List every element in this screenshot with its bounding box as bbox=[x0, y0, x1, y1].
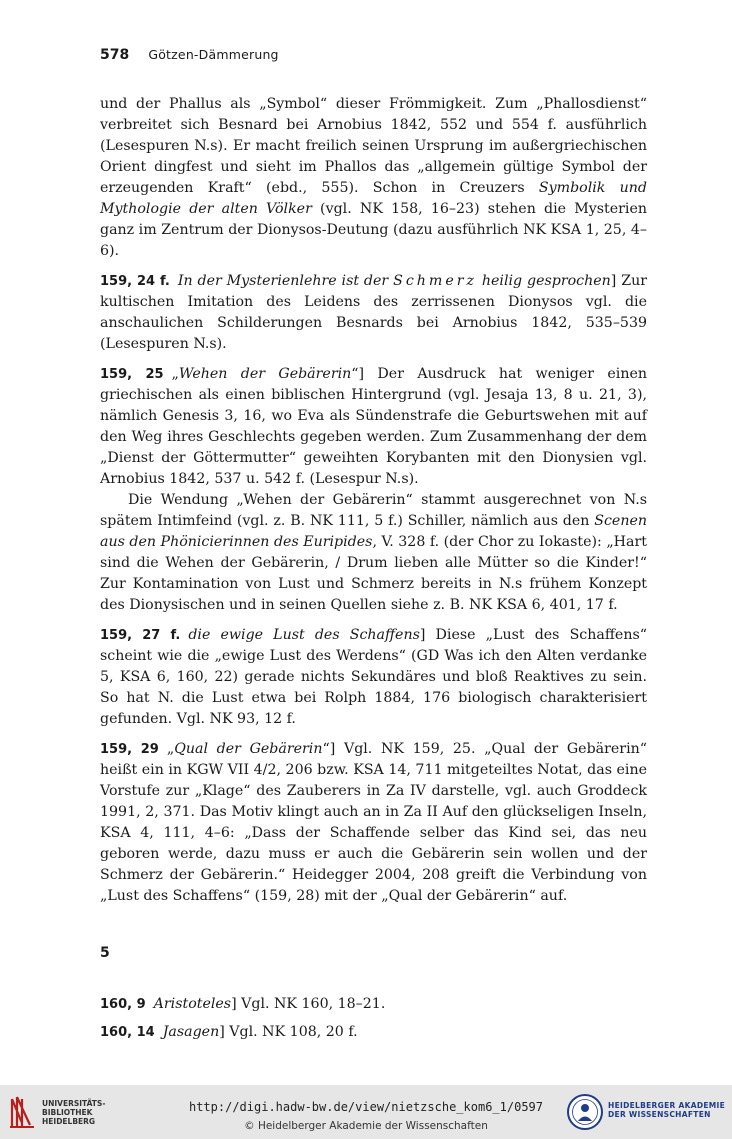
lemma: heilig gesprochen bbox=[477, 273, 611, 289]
lemma-bracket: ] bbox=[231, 996, 237, 1012]
academy-line: DER WISSENSCHAFTEN bbox=[608, 1110, 711, 1119]
text-run: und der Phallus als „Symbol“ dieser Frömmigkeit. Zum „Phallosdienst“ verbreitet sich Besnard bei Arnobius 1842, 552 und 554 f. ausführlich (Lesespuren N.s). Er macht freilich seinen Ursprung im außergriechischen Orient dingfest und sieht im Phallos das „allgemein gültige Symbol der erzeugenden Kraft“ (ebd., 555). Schon in Creuzers bbox=[100, 96, 647, 196]
running-header bbox=[100, 44, 279, 64]
entry-text: Zur kultischen Imitation des Leidens des zerrissenen Dionysos vgl. die anschaulichen Schilderungen Besnards bei Arnobius 1842, 535–539 (Lesespuren N.s). bbox=[100, 273, 648, 352]
academy-name bbox=[608, 1101, 725, 1119]
commentary-entry bbox=[100, 739, 647, 907]
entry-text: Vgl. NK 108, 20 f. bbox=[224, 1024, 358, 1040]
copyright-notice: © Heidelberger Akademie der Wissenschaften bbox=[244, 1120, 488, 1132]
quote-mark: „ bbox=[171, 366, 179, 382]
lemma-bracket: ] bbox=[419, 627, 426, 643]
text-run: (vgl. NK 158, 16–23) stehen die Mysterien ganz im Zentrum der Dionysos-Deutung (dazu ausführlich NK KSA 1, 25, 4–6). bbox=[100, 201, 647, 259]
italic-title: Symbolik und Mythologie der alten Völker bbox=[100, 180, 648, 217]
lemma: In der Mysterienlehre ist der bbox=[177, 273, 394, 289]
source-url-link[interactable]: http://digi.hadw-bw.de/view/nietzsche_kom6_1/0597 bbox=[188, 1100, 543, 1114]
lemma: Aristoteles bbox=[153, 996, 232, 1012]
lemma-bracket: ] bbox=[219, 1024, 225, 1040]
library-line: BIBLIOTHEK bbox=[42, 1108, 93, 1117]
italic-title: Scenen aus den Phönicierinnen des Euripides bbox=[100, 513, 647, 550]
text-run: , V. 328 f. (der Chor zu Iokaste): „Hart sind die Wehen der Gebärerin, / Drum lieben alle Mütter so die Kinder!“ Zur Kontamination von Lust und Schmerz bereits in N.s frühem Konzept des Dionysischen und in seinen Quellen siehe z. B. NK KSA 6, 401, 17 f. bbox=[100, 534, 647, 613]
entry-text: Der Ausdruck hat weniger einen griechischen als einen biblischen Hintergrund (vgl. Jesaja 13, 8 u. 21, 3), nämlich Genesis 3, 16, wo Eva als Sündenstrafe die Geburtswehen mit auf den Weg ihres Geschlechts gegeben werden. Zum Zusammenhang der dem „Dienst der Göttermutter“ geweihten Korybanten mit den Dionysien vgl. Arnobius 1842, 537 u. 542 f. (Lesespur N.s). bbox=[100, 366, 647, 487]
entry-reference: 160, 14 bbox=[100, 1025, 155, 1040]
lemma: die ewige Lust des Schaffens bbox=[188, 627, 420, 643]
lemma-bracket: “] bbox=[351, 366, 365, 382]
lemma: Qual der Gebärerin bbox=[174, 741, 323, 757]
paragraph bbox=[100, 94, 647, 262]
commentary-entry bbox=[100, 994, 647, 1015]
digitization-footer bbox=[0, 1085, 732, 1139]
entry-text: Vgl. NK 159, 25. „Qual der Gebärerin“ heißt ein in KGW VII 4/2, 206 bzw. KSA 14, 711 mitgeteiltes Notat, das eine Vorstufe zur „Klage“ des Zauberers in Za IV darstelle, vgl. auch Groddeck 1991, 2, 371. Das Motiv klingt auch an in Za II Auf den glückseligen Inseln, KSA 4, 111, 4–6: „Dass der Schaffende selber das Kind sei, das neu geboren werde, dazu muss er auch die Gebärerin sein wollen und der Schmerz der Gebärerin.“ Heidegger 2004, 208 greift die Verbindung von „Lust des Schaffens“ (159, 28) mit der „Qual der Gebärerin“ auf. bbox=[100, 741, 647, 904]
section-number: 5 bbox=[100, 945, 110, 961]
entry-text: Vgl. NK 160, 18–21. bbox=[236, 996, 386, 1012]
academy-line: HEIDELBERGER AKADEMIE bbox=[608, 1101, 726, 1110]
lemma-bracket: ] bbox=[610, 273, 617, 289]
lemma: Jasagen bbox=[162, 1024, 220, 1040]
commentary-body bbox=[100, 94, 647, 1043]
lemma: Wehen der Gebärerin bbox=[178, 366, 352, 382]
commentary-entry bbox=[100, 364, 647, 490]
running-title: Götzen-Dämmerung bbox=[148, 47, 279, 62]
lemma-bracket: “] bbox=[322, 741, 336, 757]
commentary-entry bbox=[100, 271, 647, 355]
entry-reference: 160, 9 bbox=[100, 997, 146, 1012]
lemma-spaced: Schmerz bbox=[393, 273, 478, 289]
entry-reference: 159, 29 bbox=[100, 742, 159, 757]
entry-reference: 159, 27 f. bbox=[100, 628, 181, 643]
paragraph bbox=[100, 490, 647, 616]
commentary-entry bbox=[100, 1022, 647, 1043]
text-run: Die Wendung „Wehen der Gebärerin“ stammt ausgerechnet von N.s spätem Intimfeind (vgl. z. B. NK 111, 5 f.) Schiller, nämlich aus den bbox=[100, 492, 647, 529]
library-line: UNIVERSITÄTS- bbox=[42, 1099, 106, 1108]
page-number: 578 bbox=[100, 47, 130, 63]
entry-reference: 159, 24 f. bbox=[100, 274, 170, 289]
commentary-entry bbox=[100, 625, 647, 730]
quote-mark: „ bbox=[166, 741, 175, 757]
library-line: HEIDELBERG bbox=[42, 1117, 96, 1126]
academy-seal-icon[interactable] bbox=[566, 1093, 604, 1135]
entry-text: Diese „Lust des Schaffens“ scheint wie die „ewige Lust des Werdens“ (GD Was ich den Alten verdanke 5, KSA 6, 160, 22) gerade nichts Sekundäres und bloß Reaktives zu sein. So hat N. die Lust etwa bei Rolph 1884, 176 biologisch charakterisiert gefunden. Vgl. NK 93, 12 f. bbox=[100, 627, 647, 727]
entry-reference: 159, 25 bbox=[100, 367, 164, 382]
